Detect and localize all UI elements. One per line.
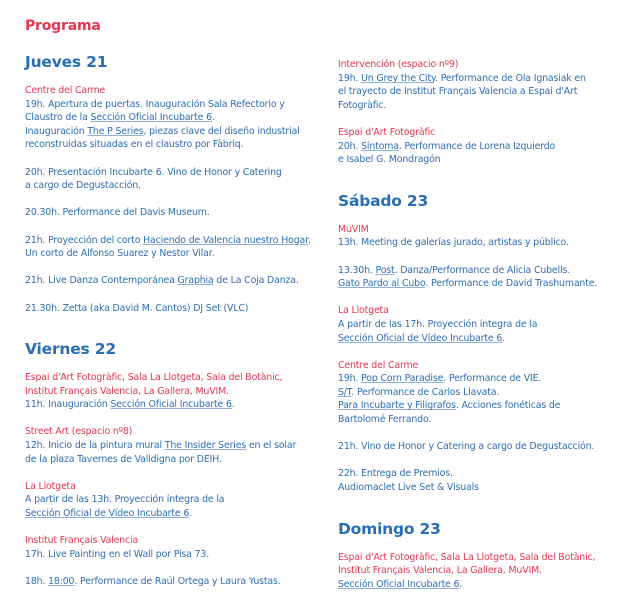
program-entry (25, 166, 335, 193)
entry-text: 20h. Presentación Incubarte 6. Vino de Honor y Catering (25, 166, 282, 178)
program-entry (338, 551, 640, 592)
entry-line (338, 140, 640, 154)
event-link[interactable]: Sección Oficial de Vídeo Incubarte 6 (25, 508, 190, 520)
entry-text: . Performance de VIE. (443, 373, 542, 385)
entry-line (25, 398, 335, 412)
entry-text: 18h. (25, 576, 49, 587)
entry-text: . Acciones fonéticas de (455, 400, 561, 412)
entry-line (25, 575, 335, 589)
event-link[interactable]: Post (375, 264, 395, 276)
entry-text: . Performance de David Trashumante. (425, 278, 598, 290)
entry-text: 13.30h. (338, 264, 376, 276)
entry-text: . (502, 332, 505, 344)
program-entry (338, 264, 640, 291)
entry-line (25, 125, 335, 139)
entry-text: 21h. Proyección del corto (25, 234, 144, 246)
entry-text: e Isabel G. Mondragón (338, 154, 441, 166)
venue-label: Institut Français Valencia, La Gallera, MuVIM. (25, 385, 229, 397)
program-entry (338, 223, 640, 250)
entry-text: 21h. Live Danza Contemporánea (25, 275, 178, 287)
entry-line (338, 99, 640, 113)
event-link[interactable]: Sección Oficial Incubarte 6 (110, 399, 232, 411)
program-entry (25, 234, 335, 261)
entry-line (338, 277, 640, 291)
entry-text: 19h. Apertura de puertas. Inauguración Sala Refectorio y (25, 98, 285, 110)
entry-line (338, 413, 640, 427)
entry-line (25, 98, 335, 112)
entry-text: 13h. Meeting de galerías jurado, artistas y público. (338, 237, 569, 249)
entry-line (338, 236, 640, 250)
entry-line (25, 138, 335, 152)
entry-text: . Danza/Performance de Alicia Cubells. (394, 264, 571, 276)
event-link[interactable]: Graphia (177, 275, 214, 287)
event-link[interactable]: Síntoma (361, 140, 399, 152)
program-entry (25, 302, 335, 316)
entry-line (25, 302, 335, 316)
entry-line (338, 578, 640, 592)
event-link[interactable]: The P Series (87, 125, 144, 137)
entry-text: A partir de las 13h. Proyección íntegra de la (25, 494, 225, 506)
page-title: Programa (25, 18, 101, 34)
entry-text: . Performance de Raúl Ortega y Laura Yustas. (74, 576, 281, 587)
entry-text: 20.30h. Performance del Davis Museum. (25, 207, 210, 219)
event-link[interactable]: 18:00 (48, 576, 75, 587)
day-heading: Viernes 22 (25, 340, 116, 359)
entry-text: . (189, 508, 192, 520)
program-entry (338, 304, 640, 345)
entry-text: A partir de las 17h. Proyección íntegra de la (338, 318, 538, 330)
program-entry (338, 359, 640, 427)
event-link[interactable]: Sección Oficial Incubarte 6 (90, 112, 212, 124)
event-link[interactable]: The Insider Series (164, 440, 247, 452)
program-entry (25, 274, 335, 288)
entry-text: Inauguración (25, 125, 88, 137)
event-link[interactable]: Pop Corn Paradise (361, 373, 444, 385)
venue-label: MuVIM (338, 223, 369, 235)
entry-line (338, 440, 640, 454)
program-entry (25, 371, 335, 412)
entry-text: de La Coja Danza. (213, 275, 299, 287)
entry-line (25, 206, 335, 220)
entry-text: . (231, 399, 235, 411)
event-link[interactable]: Sección Oficial de Vídeo Incubarte 6 (338, 332, 503, 344)
event-link[interactable]: Para Incubarte y Filigrafos (338, 400, 456, 412)
entry-line (25, 453, 335, 467)
entry-line (338, 399, 640, 413)
entry-line (25, 179, 335, 193)
entry-text: 22h. Entrega de Premios. (338, 468, 453, 480)
program-entry (338, 467, 640, 494)
entry-text: . Performance de Ola Ignasiak en (435, 72, 586, 84)
event-link[interactable]: Haciendo de Valencia nuestro Hogar (143, 234, 308, 246)
entry-text: 17h. Live Painting en el Wall por Pisa 73. (25, 548, 210, 560)
venue-label: Institut Français Valencia, La Gallera, MuVIM. (338, 565, 542, 577)
venue-label: Espai d'Art Fotogràfic (338, 126, 436, 138)
entry-text: 11h. Inauguración (25, 399, 111, 411)
entry-line (25, 111, 335, 125)
venue-label: Centre del Carme (338, 359, 419, 371)
program-entry (338, 126, 640, 167)
venue-label: Street Art (espacio nº8) (25, 426, 133, 438)
event-link[interactable]: S/T (338, 386, 352, 398)
venue-label: La Llotgeta (25, 480, 76, 492)
entry-line (338, 85, 640, 99)
entry-text: Bartolomé Ferrando. (338, 414, 432, 426)
entry-text: Claustro de la (25, 112, 91, 124)
entry-text: de la plaza Tavernes de Valldigna por DEIH. (25, 453, 222, 465)
entry-text: . Performance de Carlos Llavata. (351, 386, 500, 398)
entry-text: 20h. (338, 140, 362, 152)
venue-label: Espai d'Art Fotogràfic, Sala La Llotgeta, Sala del Botànic, (25, 372, 283, 384)
left-column (25, 16, 335, 589)
entry-text: 19h. (338, 373, 362, 385)
entry-line (338, 318, 640, 332)
entry-line (25, 274, 335, 288)
program-entry (25, 575, 335, 589)
program-entry (25, 480, 335, 521)
day-heading: Domingo 23 (338, 519, 441, 538)
entry-text: 12h. Inicio de la pintura mural (25, 440, 165, 452)
right-column (338, 58, 640, 591)
entry-text: a cargo de Degustacción. (25, 180, 141, 192)
entry-line (338, 332, 640, 346)
entry-line (338, 264, 640, 278)
entry-line (25, 493, 335, 507)
event-link[interactable]: Gato Pardo al Cubo (338, 278, 426, 290)
venue-label: Espai d'Art Fotogràfic, Sala La Llotgeta, Sala del Botànic, (338, 551, 596, 563)
entry-text: 21.30h. Zetta (aka David M. Cantos) DJ Set (VLC) (25, 302, 249, 314)
entry-line (25, 439, 335, 453)
entry-line (25, 548, 335, 562)
entry-text: 19h. (338, 72, 362, 84)
program-entry (338, 440, 640, 454)
entry-line (25, 507, 335, 521)
entry-text: . (211, 112, 215, 124)
entry-line (25, 166, 335, 180)
entry-line (338, 72, 640, 86)
program-entry (338, 58, 640, 112)
entry-line (338, 481, 640, 495)
entry-text: . Performance de Lorena Izquierdo (398, 140, 556, 152)
event-link[interactable]: Un Grey the City (361, 72, 436, 84)
entry-text: reconstruidas situadas en el claustro por Fàbriq. (25, 139, 244, 151)
entry-text: . (459, 578, 463, 590)
entry-line (338, 372, 640, 386)
entry-text: Audiomaclet Live Set & Visuals (338, 482, 479, 494)
entry-text: Fotogràfic. (338, 99, 387, 111)
program-entry (25, 84, 335, 152)
venue-label: Centre del Carme (25, 85, 106, 96)
program-entry (25, 534, 335, 561)
entry-text: en el solar (246, 440, 297, 452)
venue-label: Institut Français Valencia (25, 535, 139, 547)
entry-text: , piezas clave del diseño industrial (143, 125, 300, 137)
entry-line (338, 153, 640, 167)
entry-text: . (307, 234, 311, 246)
program-entry (25, 425, 335, 466)
entry-text: Un corto de Alfonso Suarez y Nestor Vilar. (25, 248, 215, 260)
day-heading: Sábado 23 (338, 191, 429, 210)
program-entry (25, 206, 335, 220)
venue-label: Intervención (espacio nº9) (338, 59, 459, 70)
entry-line (338, 386, 640, 400)
entry-text: 21h. Vino de Honor y Catering a cargo de Degustacción. (338, 441, 595, 453)
event-link[interactable]: Sección Oficial Incubarte 6 (338, 578, 460, 590)
entry-line (25, 234, 335, 248)
entry-text: el trayecto de Institut Français Valencia a Espai d'Art (338, 86, 578, 98)
venue-label: La Llotgeta (338, 305, 389, 317)
entry-line (25, 247, 335, 261)
entry-line (338, 467, 640, 481)
day-heading: Jueves 21 (25, 53, 108, 71)
